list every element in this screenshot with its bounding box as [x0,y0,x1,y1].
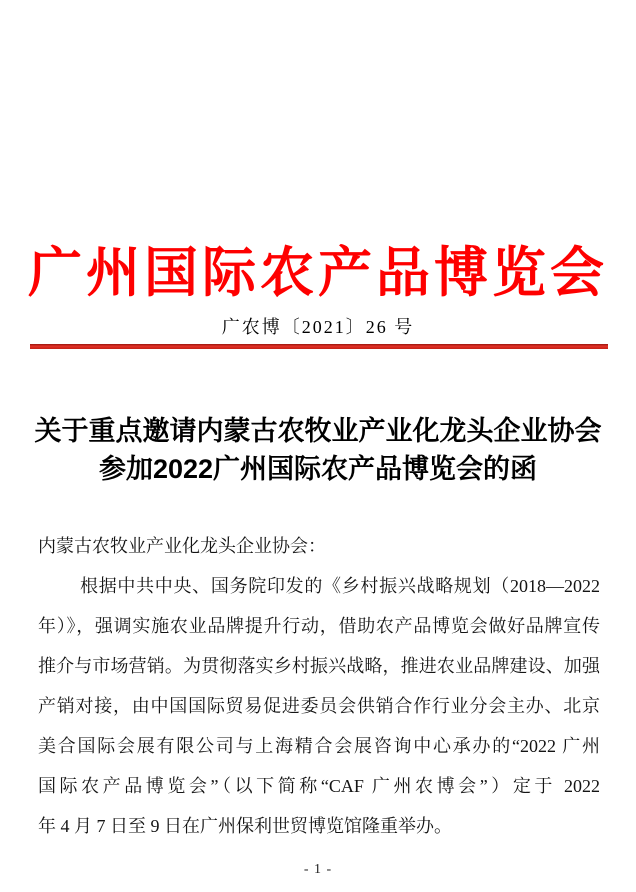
subject-line-1: 关于重点邀请内蒙古农牧业产业化龙头企业协会 [34,416,602,446]
letterhead-title: 广州国际农产品博览会 [28,243,608,303]
body-line: 年 4 月 7 日至 9 日在广州保利世贸博览馆隆重举办。 [38,816,452,836]
red-divider-rule [30,344,608,349]
page-number: - 1 - [303,862,333,877]
body-line: 国际农产品博览会”（以下简称“CAF 广州农博会”）定于 2022 [38,776,600,796]
body-line: 推介与市场营销。为贯彻落实乡村振兴战略，推进农业品牌建设、加强 [38,656,600,676]
body-line: 产销对接，由中国国际贸易促进委员会供销合作行业分会主办、北京 [38,696,600,716]
letter-body [38,526,600,846]
doc-number: 广农博〔2021〕26 号 [221,317,415,337]
body-line: 美合国际会展有限公司与上海精合会展咨询中心承办的“2022 广州 [38,736,600,756]
body-line: 年）》，强调实施农业品牌提升行动，借助农产品博览会做好品牌宣传 [38,616,600,636]
salutation: 内蒙古农牧业产业化龙头企业协会： [38,536,326,556]
subject-heading [0,412,636,488]
subject-line-2: 参加2022广州国际农产品博览会的函 [98,454,538,484]
body-line: 根据中共中央、国务院印发的《乡村振兴战略规划（2018—2022 [80,576,600,596]
